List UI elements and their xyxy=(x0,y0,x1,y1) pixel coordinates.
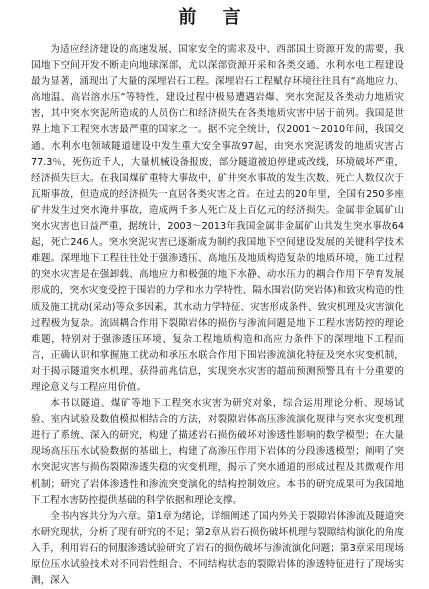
paragraph-1: 为适应经济建设的高速发展、国家安全的需求及中、西部国土资源开发的需要，我国地下空间开发不断走向地球深部，尤以深部资源开采和各类交通、水利水电工程建设最为显著，涌现出了大量的深埋岩石工程。深埋岩石工程赋存环境往往具有“高地应力、高地温、高岩溶水压”等特性，建设过程中极易遭遇岩爆、突水突泥及各类动力地质灾害，其中突水突泥所造成的人员伤亡和经济损失在各类地质灾害中居于前列。我国是世界上地下工程突水害最严重的国家之一。据不完全统计，仅2001～2010年间，我国交通、水利水电领域隧道建设中发生重大安全事故97起，由突水突泥诱发的地质灾害占77.3％，死伤近千人，大量机械设备报废，部分隧道被迫停建或改线，环境破坏严重，经济损失巨大。在我国煤矿重特大事故中，矿井突水事故的发生次数、死亡人数仅次于瓦斯事故，但造成的经济损失一直居各类灾害之首。在过去的20年里，全国有250多座矿井发生过突水淹井事故，造成两千多人死亡及上百亿元的经济损失。金属非金属矿山突水灾害也日益严重，据统计，2003～2013年我国金属非金属矿山共发生突水事故64起，死亡246人。突水突泥灾害已逐渐成为制约我国地下空间建设发展的关键科学技术难题。深埋地下工程往往处于强渗透压、高地压及地质构造复杂的地质环境，施工过程的突水灾害是在强卸载、高地应力和极强的地下水静、动水压力的耦合作用下孕育发展形成的，突水灾变受控于围岩的力学和水力学特性、隔水围岩(防突岩体)和致灾构造的性质及施工扰动(采动)等众多因素，其水动力学特征、灾害形成条件、致灾机理及灾害演化过程极为复杂。流固耦合作用下裂隙岩体的损伤与渗流问题是地下工程水害防控的理论难题，特别对于强渗透压环境、复杂工程地质构造和高应力条件下的深埋地下工程而言，正确认识和掌握施工扰动和承压水联合作用下围岩渗流演化特征及突水灾变机制，对于揭示隧道突水机理、获得前兆信息，实现突水灾害的超前预测预警具有十分重要的理论意义与工程应用价值。 xyxy=(31,44,404,393)
paragraph-2: 本书以隧道、煤矿等地下工程突水灾害为研究对象，综合运用理论分析、现场试验、室内试验及数值模拟相结合的方法，对裂隙岩体高压渗流演化规律与突水灾变机理进行了系统、深入的研究，构建了描述岩石损伤破坏对渗透性影响的数学模型；在大量现场高压压水试验数据的基础上，构建了高渗压作用下岩体的分段渗透模型；阐明了突水突泥灾害与损伤裂隙渗透失稳的灾变机理，揭示了突水通道的形成过程及其微观作用机制；研究了岩体渗透性和渗流突变演化的结构控制效应。本书的研究成果可为我国地下工程水害防控提供基础的科学依据和理论支撑。 xyxy=(31,398,404,506)
paragraph-3: 全书内容共分为六章。第1章为绪论，详细阐述了国内外关于裂隙岩体渗流及隧道突水研究现状，分析了现有研究的不足；第2章从岩石损伤破坏机理与裂隙结构演化的角度入手，利用岩石的伺服渗透试验研究了岩石的损伤破坏与渗流演化问题；第3章采用现场原位压水试验技术对不同岩性组合、不同结构状态的裂隙岩体的渗透特征进行了现场实测，深入 xyxy=(31,510,404,587)
preface-body xyxy=(31,42,404,589)
page-title: 前 言 xyxy=(178,7,251,28)
